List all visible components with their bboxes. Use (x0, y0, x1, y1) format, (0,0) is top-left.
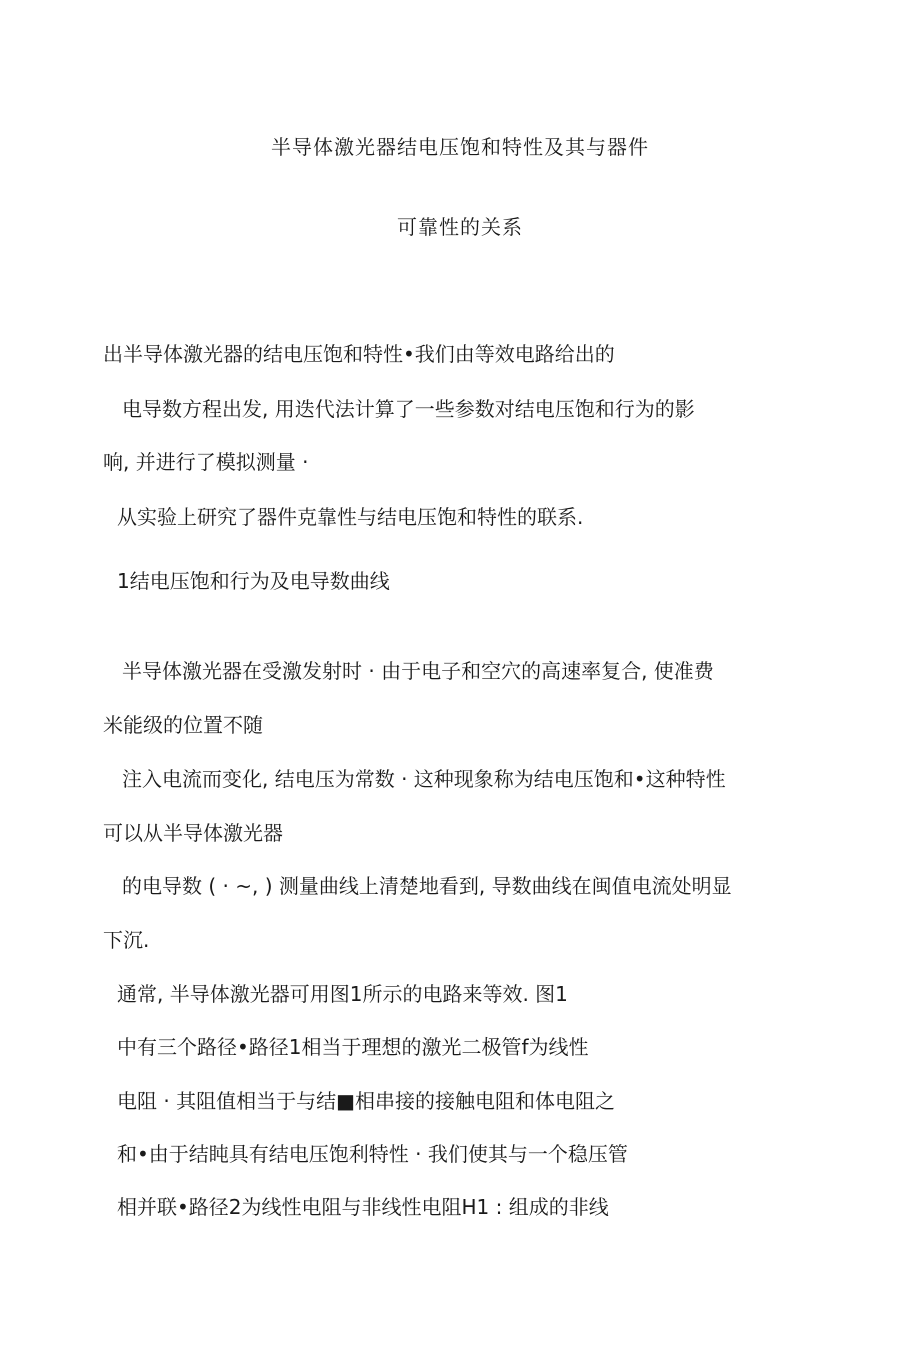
body-line: 通常, 半导体激光器可用图1所示的电路来等效. 图1 (117, 982, 568, 1006)
body-line: 的电导数 ( · ~, ) 测量曲线上清楚地看到, 导数曲线在闽值电流处明显 (122, 874, 732, 898)
body-line: 下沉. (103, 928, 150, 952)
body-line: 米能级的位置不随 (103, 713, 263, 737)
body-line: 相并联•路径2为线性电阻与非线性电阻H1 : 组成的非线 (117, 1195, 609, 1219)
body-line: 从实验上研究了器件克靠性与结电压饱和特性的联系. (117, 505, 584, 529)
body-line: 中有三个路径•路径1相当于理想的激光二极管f为线性 (117, 1035, 589, 1059)
body-line: 响, 并进行了模拟测量 · (103, 450, 309, 474)
body-line: 注入电流而变化, 结电压为常数 · 这种现象称为结电压饱和•这种特性 (122, 767, 726, 791)
body-line: 出半导体激光器的结电压饱和特性•我们由等效电路给出的 (103, 342, 615, 366)
body-line: 电阻 · 其阻值相当于与结■相串接的接触电阻和体电阻之 (117, 1089, 615, 1113)
body-line: 和•由于结盹具有结电压饱利特性 · 我们使其与一个稳压管 (117, 1142, 628, 1166)
body-line: 半导体激光器在受激发射时 · 由于电子和空穴的高速率复合, 使准费 (122, 659, 714, 683)
section-heading: 1结电压饱和行为及电导数曲线 (117, 569, 390, 593)
document-title-line-2: 可靠性的关系 (397, 215, 523, 239)
body-line: 可以从半导体激光器 (103, 821, 283, 845)
body-line: 电导数方程出发, 用迭代法计算了一些参数对结电压饱和行为的影 (122, 397, 695, 421)
document-title-line-1: 半导体激光器结电压饱和特性及其与器件 (271, 135, 649, 159)
